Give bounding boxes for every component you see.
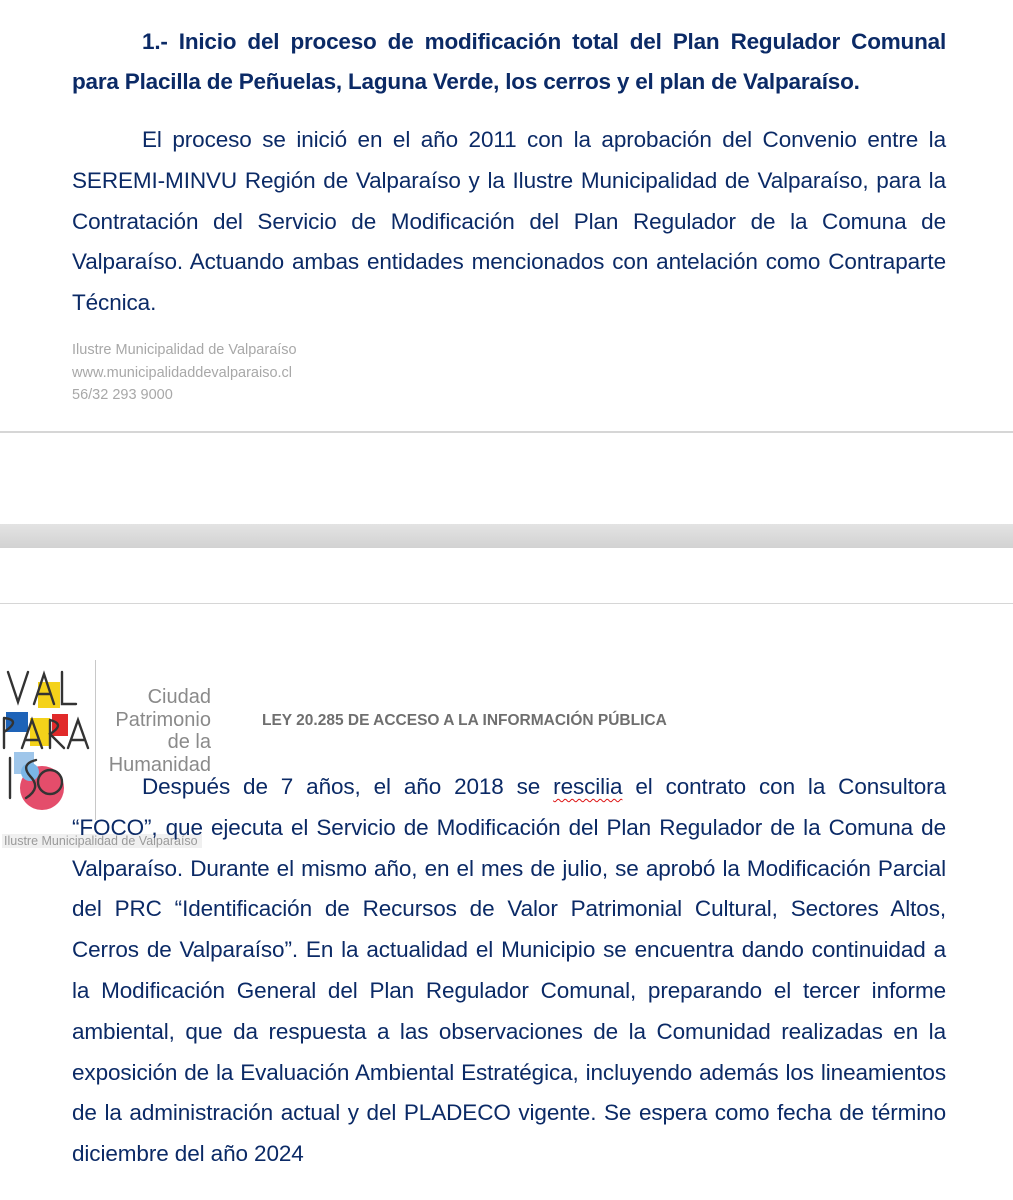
paragraph-1: El proceso se inició en el año 2011 con la aprobación del Convenio entre la SEREMI-MINVU Región de Valparaíso y la Ilustre Municipalidad de Valparaíso, para la Contratación del Servicio de Modificación del Plan Regulador de la Comuna de Valparaíso. Actuando ambas entidades mencionados con antelación como Contraparte Técnica. — [72, 127, 946, 316]
city-line-4: Humanidad — [108, 753, 211, 776]
city-line-3: de la — [167, 731, 211, 753]
page-footer — [72, 339, 297, 407]
page-gap — [0, 524, 1013, 548]
city-line-1: Ciudad — [147, 686, 211, 708]
footer-phone: 56/32 293 9000 — [72, 387, 173, 403]
paragraph-2-rest: el contrato con la Consultora “FOCO”, que ejecuta el Servicio de Modificación del Plan Regulador de la Comuna de Valparaíso. Durante el mismo año, en el mes de julio, se aprobó la Modificación Parcial del PRC “Identificación de Recursos de Valor Patrimonial Cultural, Sectores Altos, Cerros de Valparaíso”. En la actualidad el Municipio se encuentra dando continuidad a la Modificación General del Plan Regulador Comunal, preparando el tercer informe ambiental, que da respuesta a las observaciones de la Comunidad realizadas en la exposición de la Evaluación Ambiental Estratégica, incluyendo además los lineamientos de la administración actual y del PLADECO vigente. Se espera como fecha de término diciembre del año 2024 — [72, 774, 946, 1167]
law-title: LEY 20.285 DE ACCESO A LA INFORMACIÓN PÚBLICA — [262, 712, 667, 729]
paragraph-2-start: Después de 7 años, el año 2018 se — [142, 774, 554, 799]
paragraph-2 — [72, 767, 946, 1175]
spellcheck-flagged-word[interactable]: rescilia — [553, 774, 623, 799]
page-break-line — [0, 431, 1013, 433]
section-heading: 1.- Inicio del proceso de modificación total del Plan Regulador Comunal para Placilla de Peñuelas, Laguna Verde, los cerros y el plan de Valparaíso. — [72, 29, 946, 94]
logo-caption: Ilustre Municipalidad de Valparaíso — [2, 834, 202, 848]
city-line-2: Patrimonio — [115, 708, 211, 731]
footer-institution: Ilustre Municipalidad de Valparaíso — [72, 342, 297, 358]
city-heritage-text — [98, 686, 211, 776]
footer-website[interactable]: www.municipalidaddevalparaiso.cl — [72, 364, 293, 381]
